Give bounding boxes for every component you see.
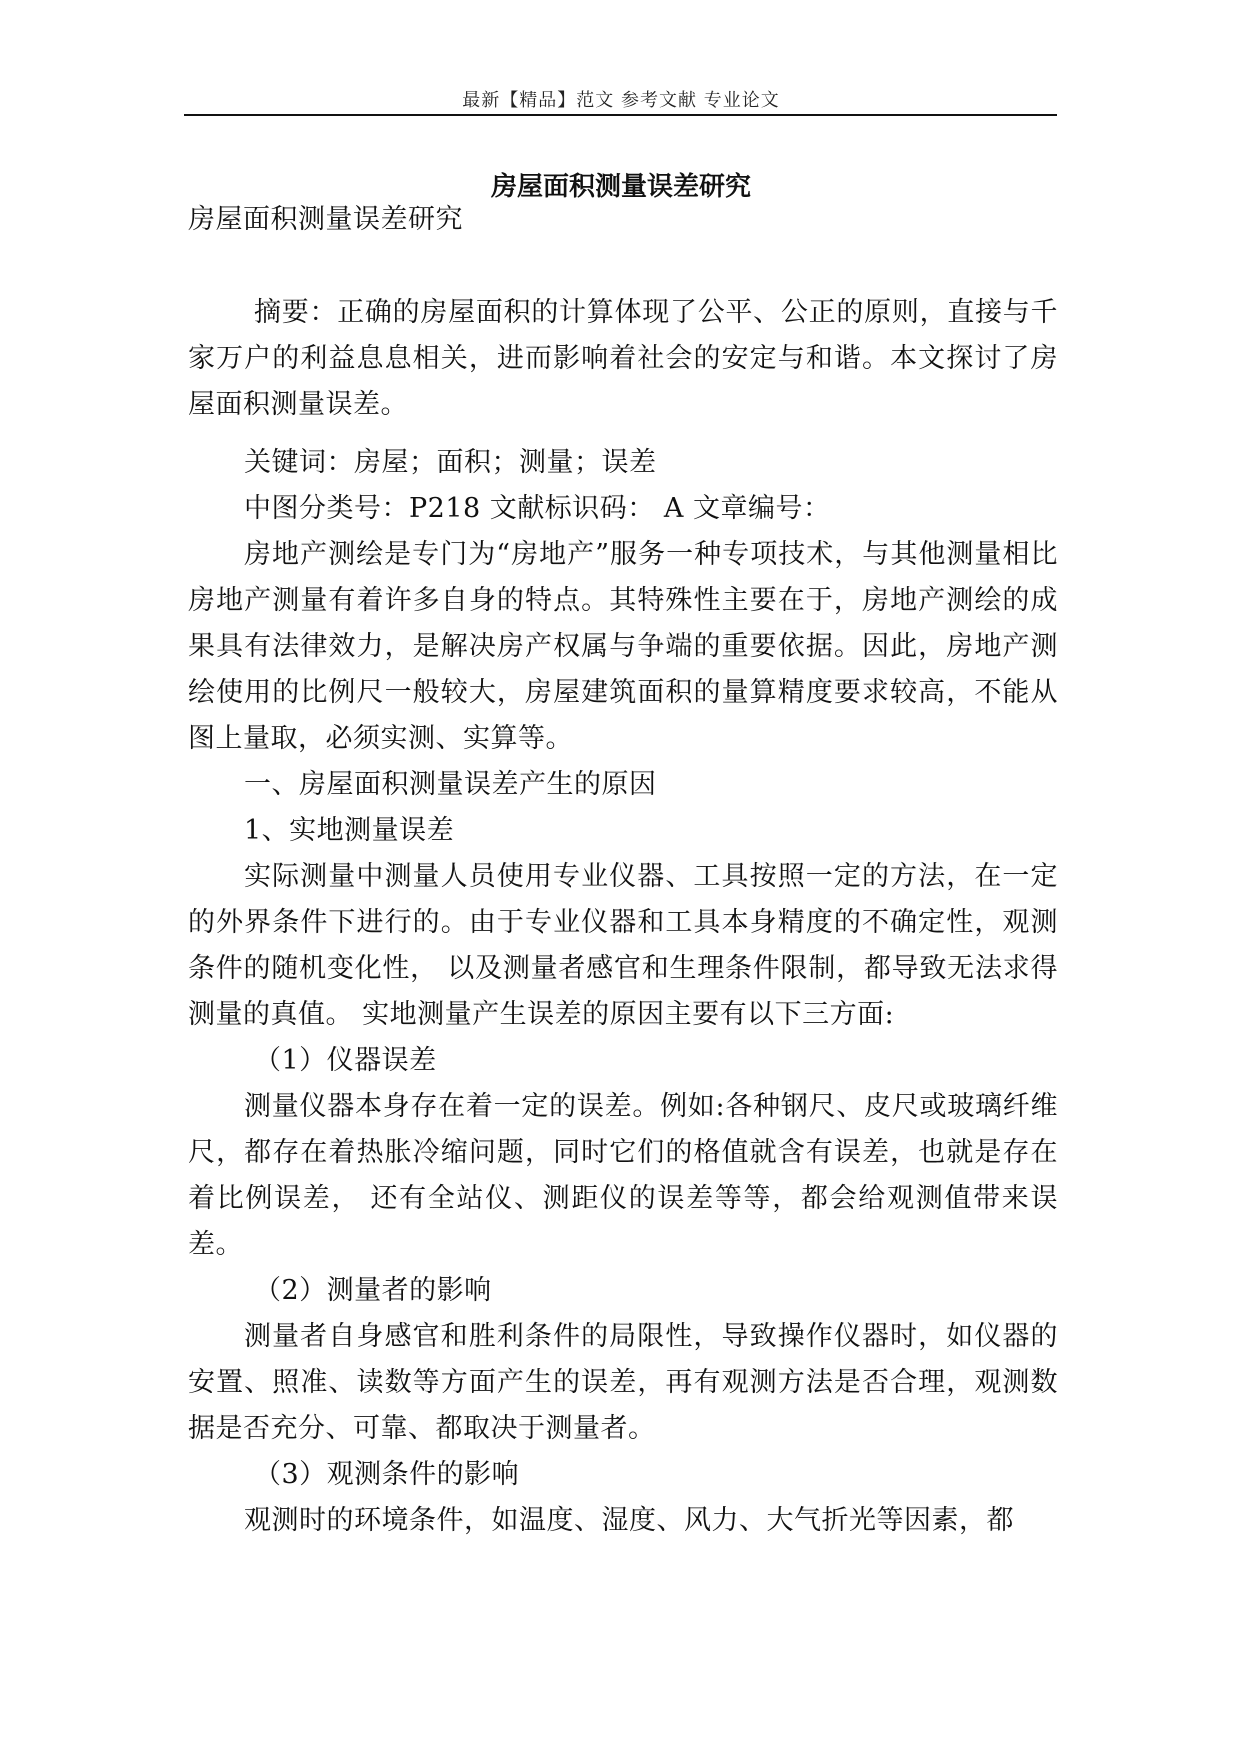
header-divider xyxy=(184,114,1057,116)
document-subtitle: 房屋面积测量误差研究 xyxy=(188,204,463,235)
page-header: 最新【精品】范文 参考文献 专业论文 xyxy=(462,90,780,111)
main-body xyxy=(188,440,1058,1544)
intro-paragraph: 房地产测绘是专门为“房地产”服务一种专项技术，与其他测量相比房地产测量有着许多自身的特点。其特殊性主要在于，房地产测绘的成果具有法律效力，是解决房产权属与争端的重要依据。因此，房地产测绘使用的比例尺一般较大，房屋建筑面积的量算精度要求较高，不能从图上量取，必须实测、实算等。 xyxy=(188,539,1058,754)
item-heading-1: （1）仪器误差 xyxy=(254,1045,437,1076)
item-1-paragraph: 测量仪器本身存在着一定的误差。例如:各种钢尺、皮尺或玻璃纤维尺，都存在着热胀冷缩问题，同时它们的格值就含有误差，也就是存在着比例误差， 还有全站仪、测距仪的误差等等，都会给观测值带来误差。 xyxy=(188,1091,1058,1260)
classification-line: 中图分类号：P218 文献标识码： A 文章编号： xyxy=(244,493,831,524)
item-2-paragraph: 测量者自身感官和胜利条件的局限性，导致操作仪器时，如仪器的安置、照准、读数等方面产生的误差，再有观测方法是否合理，观测数据是否充分、可靠、都取决于测量者。 xyxy=(188,1321,1058,1444)
item-heading-2: （2）测量者的影响 xyxy=(254,1275,492,1306)
keywords-line: 关键词：房屋；面积；测量；误差 xyxy=(244,447,657,478)
subsection-1-paragraph: 实际测量中测量人员使用专业仪器、工具按照一定的方法，在一定的外界条件下进行的。由于专业仪器和工具本身精度的不确定性，观测条件的随机变化性， 以及测量者感官和生理条件限制，都导致无法求得测量的真值。 实地测量产生误差的原因主要有以下三方面: xyxy=(188,861,1058,1030)
item-3-paragraph: 观测时的环境条件，如温度、湿度、风力、大气折光等因素，都 xyxy=(244,1505,1014,1536)
subtitle-block xyxy=(188,197,1058,243)
section-heading-1: 一、房屋面积测量误差产生的原因 xyxy=(244,769,657,800)
abstract-block xyxy=(188,290,1058,428)
document-title: 房屋面积测量误差研究 xyxy=(490,172,751,202)
item-heading-3: （3）观测条件的影响 xyxy=(254,1459,520,1490)
subsection-heading-1: 1、实地测量误差 xyxy=(244,815,455,846)
abstract-paragraph: 摘要：正确的房屋面积的计算体现了公平、公正的原则，直接与千家万户的利益息息相关，进而影响着社会的安定与和谐。本文探讨了房屋面积测量误差。 xyxy=(188,297,1058,420)
